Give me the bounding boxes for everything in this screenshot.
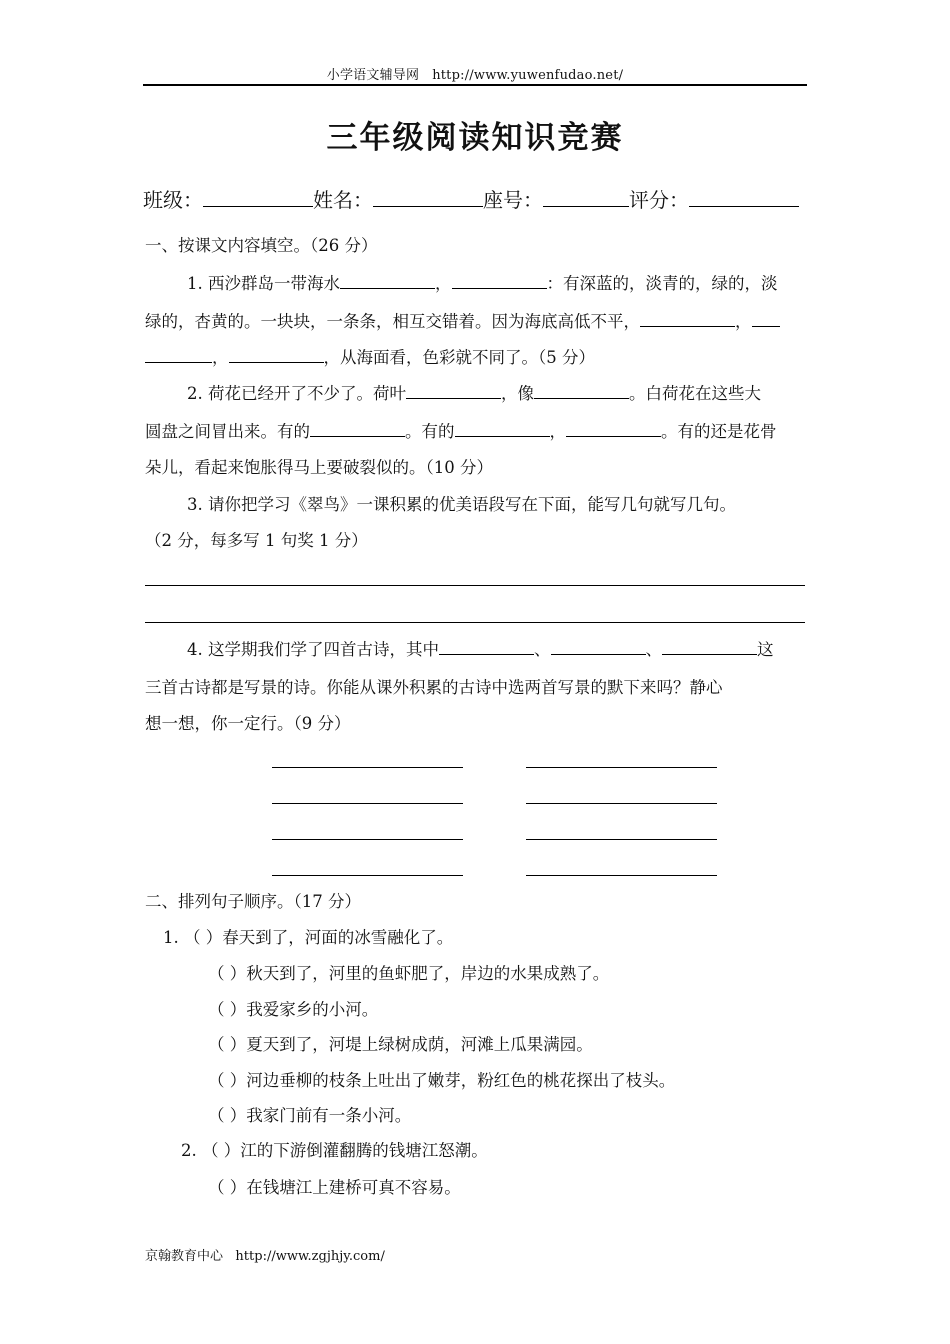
header-site-name: 小学语文辅导网: [326, 68, 420, 83]
q2-line-2: 圆盘之间冒出来。有的 。有的 ， 。有的还是花骨: [145, 422, 777, 441]
s2-q1-item-4: （ ）夏天到了，河堤上绿树成荫，河滩上瓜果满园。: [208, 1035, 593, 1054]
q1-line-3: ， ，从海面看，色彩就不同了。（5 分）: [145, 346, 807, 370]
poem-line[interactable]: [526, 767, 717, 768]
page-header: [0, 64, 950, 83]
q1-blank-3[interactable]: [640, 311, 735, 327]
s2-q1-item-6: （ ）我家门前有一条小河。: [208, 1106, 412, 1125]
q3-answer-line-1[interactable]: [145, 585, 805, 586]
section-2-heading: 二、排列句子顺序。（17 分）: [145, 892, 361, 911]
q2-blank-2[interactable]: [534, 383, 629, 399]
q3-answer-line-2[interactable]: [145, 622, 805, 623]
poem-line[interactable]: [272, 839, 463, 840]
footer-url[interactable]: http://www.zgjhjy.com/: [235, 1249, 385, 1264]
q1-blank-4b[interactable]: [145, 347, 212, 363]
seat-blank[interactable]: [543, 188, 629, 207]
s2-q1-item-5: （ ）河边垂柳的枝条上吐出了嫩芽，粉红色的桃花探出了枝头。: [208, 1071, 676, 1090]
s2-q2-item-2: （ ）在钱塘江上建桥可真不容易。: [208, 1178, 461, 1197]
q4-line-1: 4. 这学期我们学了四首古诗，其中 、 、 这: [187, 640, 774, 659]
footer-org: 京翰教育中心: [145, 1249, 224, 1264]
q1-blank-5[interactable]: [229, 347, 324, 363]
q2-blank-1[interactable]: [406, 383, 501, 399]
q2-blank-5[interactable]: [566, 421, 661, 437]
header-divider: [143, 84, 807, 86]
q2-line-1: 2. 荷花已经开了不少了。荷叶 ，像 。白荷花在这些大: [187, 384, 761, 403]
student-info-line: [143, 184, 807, 213]
q4-blank-3[interactable]: [662, 639, 757, 655]
s2-q1-item-3: （ ）我爱家乡的小河。: [208, 1000, 379, 1019]
poem-line[interactable]: [526, 839, 717, 840]
poem-line[interactable]: [272, 875, 463, 876]
q1-blank-4a[interactable]: [752, 311, 780, 327]
name-label: 姓名：: [313, 188, 373, 212]
class-label: 班级：: [143, 188, 203, 212]
q1-line-2: 绿的，杏黄的。一块块，一条条，相互交错着。因为海底高低不平， ，: [145, 310, 807, 334]
q3-line-1: 3. 请你把学习《翠鸟》一课积累的优美语段写在下面，能写几句就写几句。: [187, 495, 736, 514]
poem-line[interactable]: [272, 767, 463, 768]
page-footer: [145, 1245, 385, 1264]
q1-blank-1[interactable]: [340, 273, 435, 289]
class-blank[interactable]: [203, 188, 313, 207]
q4-blank-2[interactable]: [551, 639, 646, 655]
seat-label: 座号：: [483, 188, 543, 212]
q2-blank-3[interactable]: [310, 421, 405, 437]
s2-q1-item-2: （ ）秋天到了，河里的鱼虾肥了，岸边的水果成熟了。: [208, 964, 610, 983]
q4-line-3: 想一想，你一定行。（9 分）: [145, 714, 351, 733]
s2-q1-item-1: 1. （ ）春天到了，河面的冰雪融化了。: [163, 928, 454, 947]
q3-line-2: （2 分，每多写 1 句奖 1 分）: [145, 531, 368, 550]
section-1-heading: 一、按课文内容填空。（26 分）: [145, 236, 378, 255]
page-title: 三年级阅读知识竞赛: [326, 120, 624, 156]
header-url[interactable]: http://www.yuwenfudao.net/: [432, 68, 624, 83]
name-blank[interactable]: [373, 188, 483, 207]
q2-blank-4[interactable]: [455, 421, 550, 437]
q1-blank-2[interactable]: [452, 273, 547, 289]
q2-line-3: 朵儿，看起来饱胀得马上要破裂似的。（10 分）: [145, 458, 493, 477]
q4-blank-1[interactable]: [439, 639, 534, 655]
poem-line[interactable]: [526, 875, 717, 876]
q4-line-2: 三首古诗都是写景的诗。你能从课外积累的古诗中选两首写景的默下来吗？静心: [145, 678, 723, 697]
q1-line-1: 1. 西沙群岛一带海水 ， ：有深蓝的，淡青的，绿的，淡: [187, 274, 778, 293]
poem-line[interactable]: [272, 803, 463, 804]
score-label: 评分：: [629, 188, 689, 212]
s2-q2-item-1: 2. （ ）江的下游倒灌翻腾的钱塘江怒潮。: [181, 1141, 488, 1160]
score-blank[interactable]: [689, 188, 799, 207]
poem-line[interactable]: [526, 803, 717, 804]
